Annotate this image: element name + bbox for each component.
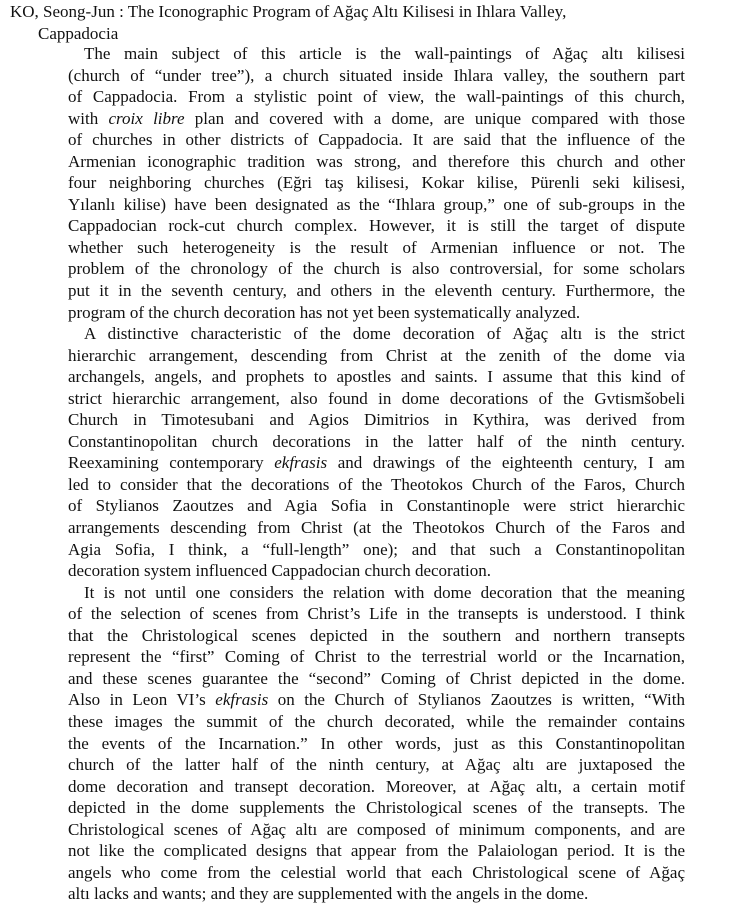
text-line: strict hierarchic arrangement, also found in dome decorations of the Gvtismšobeli <box>68 388 685 408</box>
heading-line: Cappadocia <box>38 23 119 43</box>
text-line: not like the complicated designs that appear from the Palaiologan period. It is the <box>68 841 685 861</box>
text-line: problem of the chronology of the church is also controversial, for some scholars <box>68 259 685 279</box>
text-line: (church of “under tree”), a church situated inside Ihlara valley, the southern part <box>68 65 685 85</box>
text-line: of Stylianos Zaoutzes and Agia Sofia in Constantinople were strict hierarchic <box>68 496 685 516</box>
text-line: of Cappadocia. From a stylistic point of view, the wall-paintings of this church, <box>68 87 685 107</box>
text-line: put it in the seventh century, and others in the eleventh century. Furthermore, the <box>68 281 685 301</box>
text-line: and these scenes guarantee the “second” Coming of Christ depicted in the dome. <box>68 668 685 688</box>
text-line: arrangements descending from Christ (at the Theotokos Church of the Faros and <box>68 518 685 538</box>
paragraph <box>68 43 685 323</box>
text-line: represent the “first” Coming of Christ to the terrestrial world or the Incarnation, <box>68 647 685 667</box>
text-line: Christological scenes of Ağaç altı are composed of minimum components, and are <box>68 819 685 839</box>
text-line: of the selection of scenes from Christ’s Life in the transepts is understood. I think <box>68 604 685 624</box>
text-line: It is not until one considers the relation with dome decoration that the meaning <box>84 582 685 602</box>
text-line: Reexamining contemporary ekfrasis and drawings of the eighteenth century, I am <box>68 453 685 473</box>
text-line: program of the church decoration has not yet been systematically analyzed. <box>68 302 581 322</box>
text-line: hierarchic arrangement, descending from Christ at the zenith of the dome via <box>68 345 685 365</box>
text-line: Church in Timotesubani and Agios Dimitrios in Kythira, was derived from <box>68 410 685 430</box>
text-line: Cappadocian rock-cut church complex. However, it is still the target of dispute <box>68 216 685 236</box>
text-line: Armenian iconographic tradition was strong, and therefore this church and other <box>68 151 685 171</box>
text-line: that the Christological scenes depicted in the southern and northern transepts <box>68 625 685 645</box>
text-line: angels who come from the celestial world that each Christological scene of Ağaç <box>68 862 685 882</box>
text-line: The main subject of this article is the wall-paintings of Ağaç altı kilisesi <box>84 44 685 63</box>
text-line: dome decoration and transept decoration. Moreover, at Ağaç altı, a certain motif <box>68 776 685 796</box>
paragraph <box>68 582 685 905</box>
italic-term: ekfrasis <box>274 453 328 473</box>
text-line: church of the latter half of the ninth century, at Ağaç altı are juxtaposed the <box>68 755 685 775</box>
text-line: Also in Leon VI’s ekfrasis on the Church of Stylianos Zaoutzes is written, “With <box>68 690 686 710</box>
text-line: four neighboring churches (Eğri taş kilisesi, Kokar kilise, Pürenli seki kilisesi, <box>68 173 685 193</box>
text-line: Constantinopolitan church decorations in the latter half of the ninth century. <box>68 431 685 451</box>
text-line: whether such heterogeneity is the result of Armenian influence or not. The <box>68 237 685 257</box>
italic-term: croix libre <box>108 108 185 128</box>
text-line: Agia Sofia, I think, a “full-length” one); and that such a Constantinopolitan <box>68 539 685 559</box>
text-line: the events of the Incarnation.” In other words, just as this Constantinopolitan <box>68 733 685 753</box>
text-line: led to consider that the decorations of the Theotokos Church of the Faros, Church <box>68 474 685 494</box>
text-line: decoration system influenced Cappadocian church decoration. <box>68 561 491 581</box>
paragraph <box>68 323 685 582</box>
heading-line: KO, Seong-Jun : The Iconographic Program of Ağaç Altı Kilisesi in Ihlara Valley, <box>10 2 567 21</box>
text-line: Yılanlı kilise) have been designated as the “Ihlara group,” one of sub-groups in the <box>68 194 685 214</box>
text-line: of churches in other districts of Cappadocia. It are said that the influence of the <box>68 130 685 150</box>
article-heading <box>0 0 725 44</box>
text-line: with croix libre plan and covered with a dome, are unique compared with those <box>68 108 686 128</box>
abstract-body <box>68 43 685 905</box>
text-line: A distinctive characteristic of the dome decoration of Ağaç altı is the strict <box>84 324 685 344</box>
text-line: altı lacks and wants; and they are supplemented with the angels in the dome. <box>68 884 589 904</box>
text-line: archangels, angels, and prophets to apostles and saints. I assume that this kind of <box>68 367 685 387</box>
italic-term: ekfrasis <box>215 690 269 710</box>
text-line: depicted in the dome supplements the Christological scenes of the transepts. The <box>68 798 685 818</box>
text-line: these images the summit of the church decorated, while the remainder contains <box>68 711 685 731</box>
